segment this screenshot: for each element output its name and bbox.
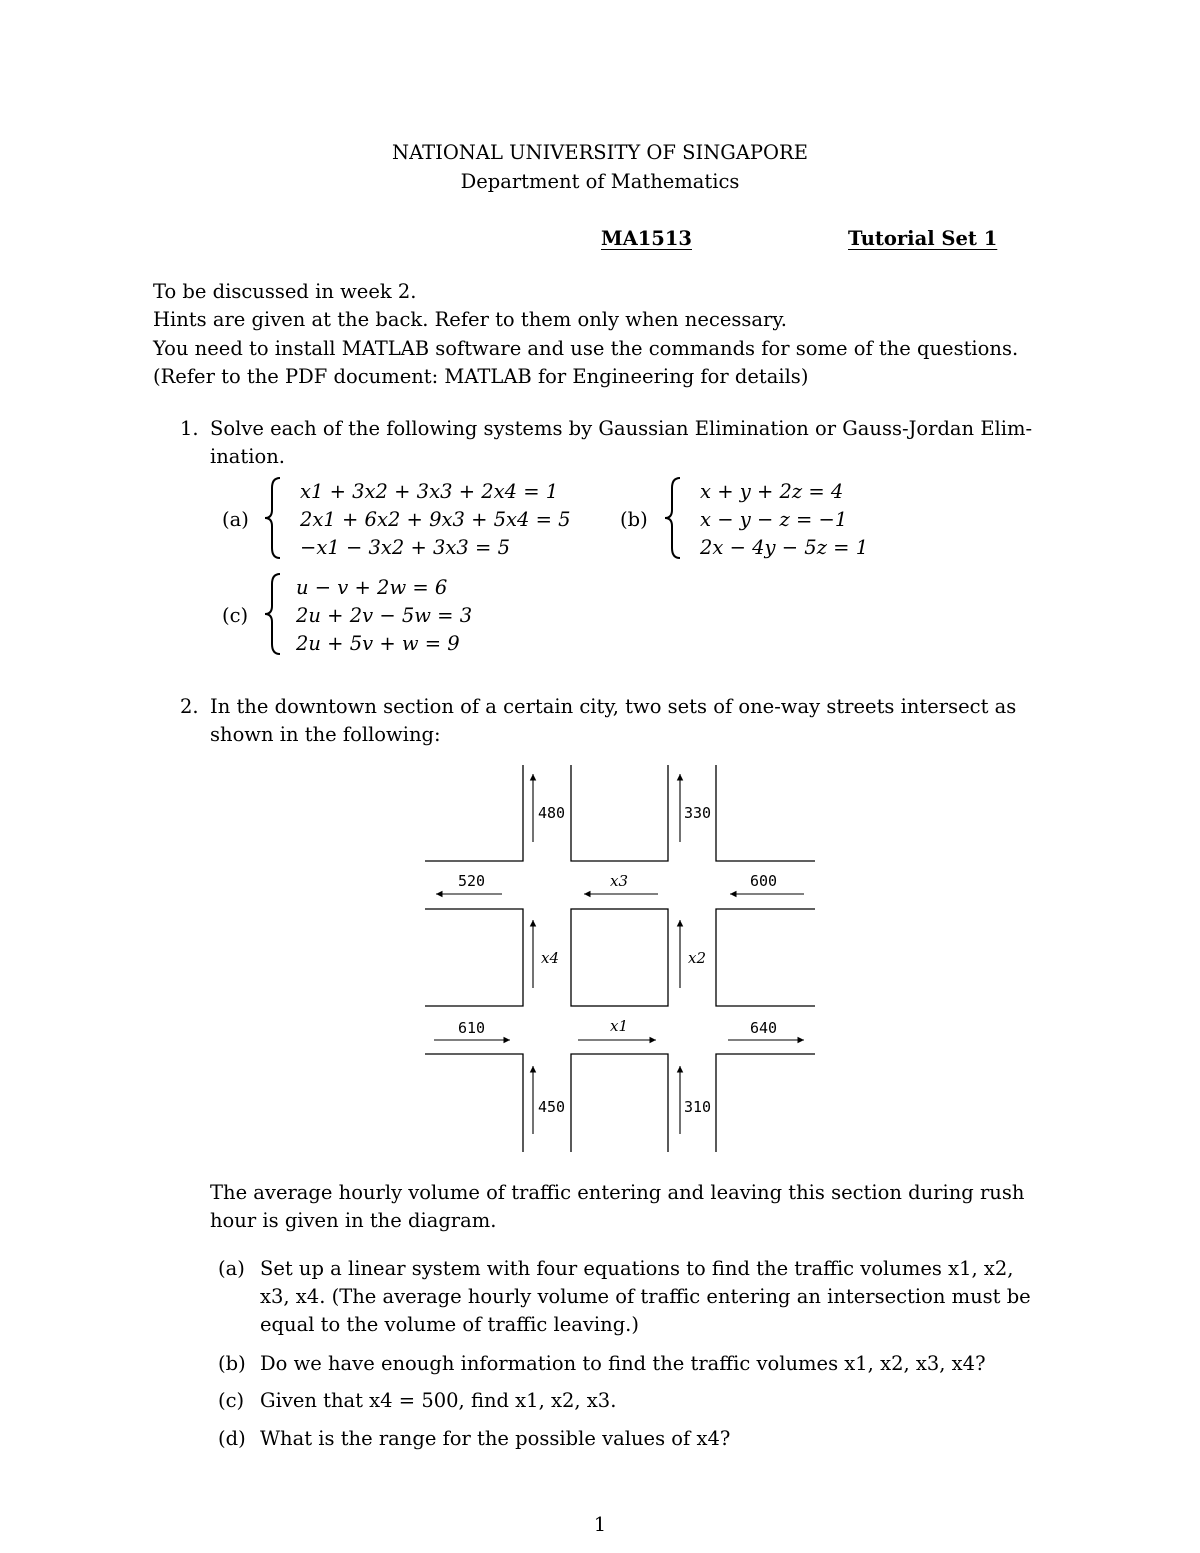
traffic-diagram xyxy=(420,760,820,1160)
part-text: What is the range for the possible values of x4? xyxy=(260,1427,731,1450)
flow-label: 520 xyxy=(458,872,486,890)
street-edge xyxy=(716,765,815,861)
street-edge xyxy=(425,765,523,861)
question-text: ination. xyxy=(210,445,285,468)
part-label: (d) xyxy=(218,1427,246,1450)
intro-line: (Refer to the PDF document: MATLAB for Engineering for details) xyxy=(153,365,809,388)
part-label: (b) xyxy=(218,1352,246,1375)
course-code: MA1513 xyxy=(601,227,692,250)
equation: 2u + 2v − 5w = 3 xyxy=(296,604,473,627)
intro-line: Hints are given at the back. Refer to them only when necessary. xyxy=(153,308,787,331)
flow-label: 600 xyxy=(750,872,778,890)
part-label: (a) xyxy=(218,1257,245,1280)
flow-label: 450 xyxy=(538,1098,566,1116)
left-brace-icon xyxy=(662,476,684,560)
flow-label: 480 xyxy=(538,804,566,822)
flow-variable: x3 xyxy=(610,872,629,890)
question-number: 1. xyxy=(180,417,199,440)
street-edge xyxy=(716,909,815,1006)
paragraph-text: The average hourly volume of traffic entering and leaving this section during rush xyxy=(210,1181,1025,1204)
university-name: NATIONAL UNIVERSITY OF SINGAPORE xyxy=(392,141,808,164)
question-text: Solve each of the following systems by Gaussian Elimination or Gauss-Jordan Elim- xyxy=(210,417,1033,440)
street-edge xyxy=(571,1054,668,1152)
flow-label: 640 xyxy=(750,1019,778,1037)
paragraph-text: hour is given in the diagram. xyxy=(210,1209,497,1232)
flow-variable: x2 xyxy=(688,949,707,967)
part-text: equal to the volume of traffic leaving.) xyxy=(260,1313,639,1336)
system-label: (c) xyxy=(222,604,249,627)
part-text: Do we have enough information to find the traffic volumes x1, x2, x3, x4? xyxy=(260,1352,986,1375)
question-number: 2. xyxy=(180,695,199,718)
part-text: Given that x4 = 500, find x1, x2, x3. xyxy=(260,1389,617,1412)
intro-line: To be discussed in week 2. xyxy=(153,280,417,303)
equation: x − y − z = −1 xyxy=(700,508,848,531)
equation: 2x1 + 6x2 + 9x3 + 5x4 = 5 xyxy=(300,508,571,531)
question-text: In the downtown section of a certain city, two sets of one-way streets intersect as xyxy=(210,695,1017,718)
equation: 2u + 5v + w = 9 xyxy=(296,632,460,655)
part-label: (c) xyxy=(218,1389,245,1412)
equation: u − v + 2w = 6 xyxy=(296,576,448,599)
flow-variable: x4 xyxy=(541,949,560,967)
equation: x1 + 3x2 + 3x3 + 2x4 = 1 xyxy=(300,480,559,503)
street-edge xyxy=(571,765,668,861)
page-number: 1 xyxy=(593,1513,607,1536)
system-label: (a) xyxy=(222,508,249,531)
left-brace-icon xyxy=(262,572,284,656)
street-edge xyxy=(716,1054,815,1152)
equation: x + y + 2z = 4 xyxy=(700,480,844,503)
left-brace-icon xyxy=(262,476,284,560)
intro-line: You need to install MATLAB software and use the commands for some of the questions. xyxy=(153,337,1019,360)
part-text: x3, x4. (The average hourly volume of traffic entering an intersection must be xyxy=(260,1285,1031,1308)
part-text: Set up a linear system with four equations to find the traffic volumes x1, x2, xyxy=(260,1257,1014,1280)
department-name: Department of Mathematics xyxy=(460,170,740,193)
flow-variable: x1 xyxy=(610,1017,629,1035)
flow-label: 310 xyxy=(684,1098,712,1116)
tutorial-set: Tutorial Set 1 xyxy=(848,227,998,250)
street-edge xyxy=(571,909,668,1006)
equation: 2x − 4y − 5z = 1 xyxy=(700,536,869,559)
question-text: shown in the following: xyxy=(210,723,441,746)
street-edge xyxy=(425,909,523,1006)
equation: −x1 − 3x2 + 3x3 = 5 xyxy=(300,536,510,559)
flow-label: 610 xyxy=(458,1019,486,1037)
street-edge xyxy=(425,1054,523,1152)
flow-label: 330 xyxy=(684,804,712,822)
system-label: (b) xyxy=(620,508,648,531)
